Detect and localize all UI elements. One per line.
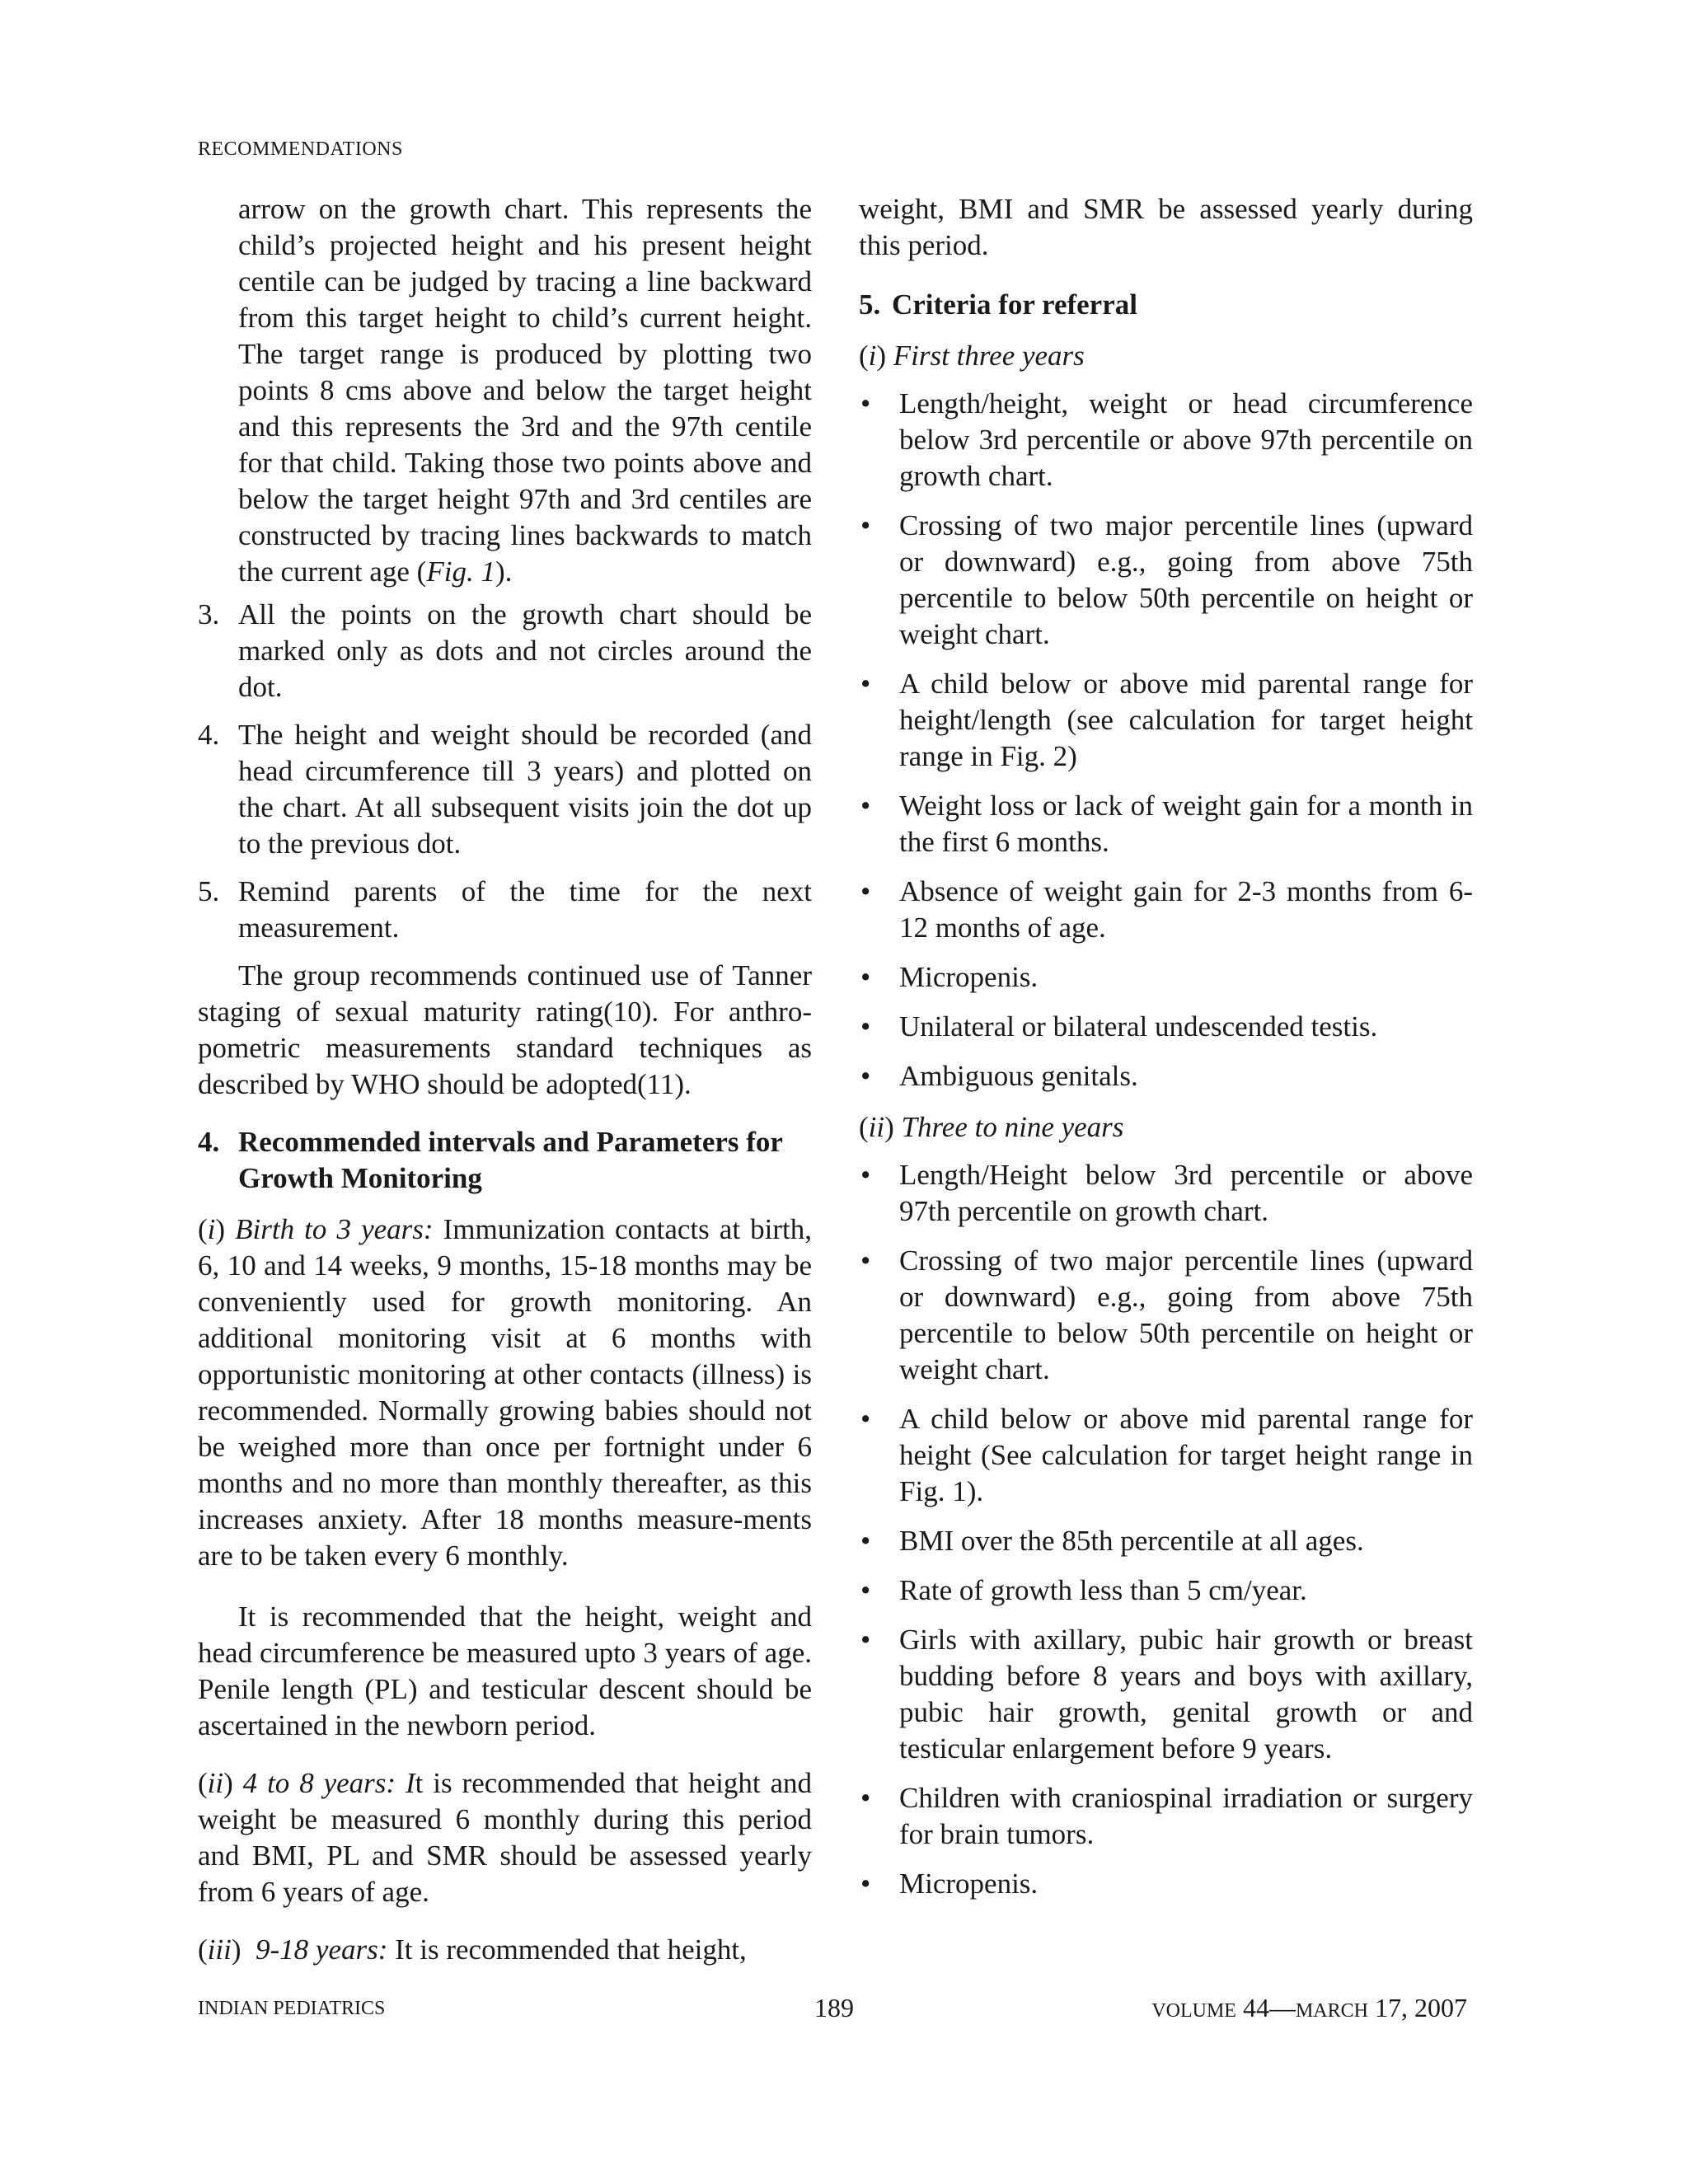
subheading-label: Three to nine years — [901, 1111, 1124, 1143]
section-number: 4. — [198, 1126, 220, 1158]
section-number: 5. — [859, 288, 881, 321]
paragraph-text: It is recommended that height, — [395, 1933, 747, 1966]
date: 17, 2007 — [1375, 1993, 1467, 2022]
bullet-icon: • — [860, 1782, 871, 1814]
bullet-text: Crossing of two major percentile lines (upward or downward) e.g., going from above 75th percentile to below 50th percentile on height or weight chart. — [899, 509, 1473, 650]
bullet-item — [859, 1243, 1473, 1388]
subheading-label: First three years — [893, 340, 1085, 372]
page-number: 189 — [814, 1993, 854, 2022]
age-9-18-paragraph: (iii) 9-18 years: It is recommended that height, — [198, 1933, 747, 1966]
bullet-text: Rate of growth less than 5 cm/year. — [899, 1574, 1307, 1606]
item-text: The height and weight should be recorded (and head circumference till 3 years) and plotted on the chart. At all subsequent visits join the dot up to the previous dot. — [238, 719, 812, 860]
volume-number: 44 — [1242, 1993, 1269, 2022]
three-to-nine-list — [859, 1157, 1473, 1902]
age-4-8-paragraph: (ii) 4 to 8 years: It is recommended that height and weight be measured 6 monthly during this period and BMI, PL and SMR should be assessed yearly from 6 years of age. — [198, 1767, 812, 1908]
bullet-text: Crossing of two major percentile lines (upward or downward) e.g., going from above 75th percentile to below 50th percentile on height or weight chart. — [899, 1244, 1473, 1385]
continued-end: ). — [495, 555, 513, 588]
continued-paragraph — [198, 191, 812, 590]
bullet-text: A child below or above mid parental range for height/length (see calculation for target height range in Fig. 2) — [899, 668, 1473, 772]
bullet-icon: • — [860, 1010, 871, 1043]
bullet-item — [859, 386, 1473, 494]
bullet-icon: • — [860, 790, 871, 822]
bullet-icon: • — [860, 1574, 871, 1606]
bullet-icon: • — [860, 387, 871, 419]
subheading-label: 4 to 8 years: — [242, 1767, 396, 1799]
running-head: RECOMMENDATIONS — [198, 138, 403, 160]
bullet-text: Unilateral or bilateral undescended testis. — [899, 1010, 1378, 1043]
bullet-text: Ambiguous genitals. — [899, 1060, 1138, 1092]
roman-numeral: iii — [207, 1933, 232, 1966]
bullet-icon: • — [860, 1244, 871, 1277]
bullet-text: Micropenis. — [899, 1868, 1039, 1900]
bullet-item — [859, 1572, 1473, 1609]
bullet-item — [859, 1780, 1473, 1853]
journal-name: INDIAN PEDIATRICS — [198, 1998, 386, 2019]
subheading-label: 9-18 years: — [256, 1933, 388, 1966]
bullet-text: Weight loss or lack of weight gain for a month in the first 6 months. — [899, 790, 1473, 858]
bullet-item — [859, 1866, 1473, 1902]
bullet-item — [859, 1622, 1473, 1767]
bullet-icon: • — [860, 1159, 871, 1191]
paragraph-text: Immunization contacts at birth, 6, 10 and 14 weeks, 9 months, 15-18 months may be conveniently used for growth monitoring. An additional monitoring visit at 6 months with opportunistic monitoring at other contacts (illness) is recommended. Normally growing babies should not be weighed more than once per fortnight under 6 months and no more than monthly thereafter, as this increases anxiety. After 18 months measure-ments are to be taken every 6 monthly. — [198, 1213, 813, 1572]
first-three-years-subheading: (i) First three years — [859, 340, 1085, 372]
item-text: Remind parents of the time for the next measurement. — [238, 875, 812, 944]
bullet-item — [859, 1009, 1473, 1045]
bullet-item — [859, 959, 1473, 996]
measurement-paragraph: It is recommended that the height, weight and head circumference be measured upto 3 years of age. Penile length (PL) and testicular descent should be ascertained in the newborn period. — [198, 1601, 812, 1741]
subheading-label: Birth to 3 years: — [235, 1213, 434, 1245]
fig-reference: Fig. 1 — [426, 555, 495, 588]
bullet-item — [859, 788, 1473, 860]
section-title: Criteria for referral — [892, 288, 1137, 321]
list-item — [198, 874, 812, 946]
bullet-text: BMI over the 85th percentile at all ages. — [899, 1525, 1364, 1557]
bullet-icon: • — [860, 509, 871, 541]
bullet-icon: • — [860, 961, 871, 993]
section-title: Recommended intervals and Parameters for Growth Monitoring — [238, 1126, 783, 1194]
bullet-icon: • — [860, 1868, 871, 1900]
bullet-icon: • — [860, 1403, 871, 1435]
bullet-icon: • — [860, 668, 871, 700]
item-text: All the points on the growth chart should be marked only as dots and not circles around the dot. — [238, 598, 812, 703]
volume-label: VOLUME — [1151, 2000, 1236, 2022]
roman-numeral: i — [207, 1213, 216, 1245]
roman-numeral: ii — [207, 1767, 224, 1799]
bullet-item — [859, 874, 1473, 946]
continued-paragraph: weight, BMI and SMR be assessed yearly during this period. — [859, 193, 1473, 261]
paragraph-text: t is recommended that height and weight be measured 6 monthly during this period and BMI, PL and SMR should be assessed yearly from 6 years of age. — [198, 1767, 812, 1908]
continued-text: arrow on the growth chart. This represents the child’s projected height and his present height centile can be judged by tracing a line backward from this target height to child’s current height. The target range is produced by plotting two points 8 cms above and below the target height and this represents the 3rd and the 97th centile for that child. Taking those two points above and below the target height 97th and 3rd centiles are constructed by tracing lines backwards to match the current age ( — [238, 193, 812, 588]
list-item — [198, 717, 812, 862]
roman-numeral: ii — [868, 1111, 885, 1143]
volume-date — [1151, 1993, 1467, 2023]
item-number: 5. — [198, 875, 220, 907]
section-4-heading — [198, 1124, 812, 1197]
bullet-icon: • — [860, 1060, 871, 1092]
list-item — [198, 597, 812, 705]
item-number: 4. — [198, 719, 220, 751]
bullet-item — [859, 1401, 1473, 1510]
bullet-text: Micropenis. — [899, 961, 1039, 993]
bullet-icon: • — [860, 875, 871, 907]
first-three-years-list — [859, 386, 1473, 1094]
three-to-nine-subheading: (ii) Three to nine years — [859, 1111, 1124, 1143]
birth-to-3-paragraph: (i) Birth to 3 years: Immunization contacts at birth, 6, 10 and 14 weeks, 9 months, 15-18 months may be conveniently used for growth monitoring. An additional monitoring visit at 6 months with opportunistic monitoring at other contacts (illness) is recommended. Normally growing babies should not be weighed more than once per fortnight under 6 months and no more than monthly thereafter, as this increases anxiety. After 18 months measure-ments are to be taken every 6 monthly. — [198, 1213, 813, 1572]
item-number: 3. — [198, 598, 220, 630]
right-column — [859, 191, 1473, 1915]
bullet-text: Length/Height below 3rd percentile or above 97th percentile on growth chart. — [899, 1159, 1473, 1227]
tanner-paragraph: The group recommends continued use of Tanner staging of sexual maturity rating(10). For anthro-pometric measurements standard techniques as described by WHO should be adopted(11). — [198, 959, 812, 1100]
bullet-item — [859, 1058, 1473, 1094]
bullet-icon: • — [860, 1525, 871, 1557]
month: MARCH — [1295, 2000, 1368, 2022]
bullet-text: Length/height, weight or head circumference below 3rd percentile or above 97th percentile on growth chart. — [899, 387, 1473, 492]
bullet-item — [859, 1157, 1473, 1230]
bullet-text: Absence of weight gain for 2-3 months from 6-12 months of age. — [899, 875, 1473, 944]
roman-numeral: i — [868, 340, 877, 372]
bullet-text: Children with craniospinal irradiation or surgery for brain tumors. — [899, 1782, 1473, 1850]
left-column — [198, 191, 812, 1968]
bullet-item — [859, 1523, 1473, 1559]
bullet-item — [859, 666, 1473, 775]
first-letter: I — [406, 1767, 415, 1799]
numbered-list — [198, 597, 812, 946]
dash: — — [1268, 1993, 1296, 2022]
section-5-heading — [859, 287, 1473, 323]
bullet-icon: • — [860, 1624, 871, 1656]
bullet-text: A child below or above mid parental range for height (See calculation for target height range in Fig. 1). — [899, 1403, 1473, 1507]
bullet-text: Girls with axillary, pubic hair growth or breast budding before 8 years and boys with axillary, pubic hair growth, genital growth or and testicular enlargement before 9 years. — [899, 1624, 1473, 1765]
bullet-item — [859, 508, 1473, 653]
